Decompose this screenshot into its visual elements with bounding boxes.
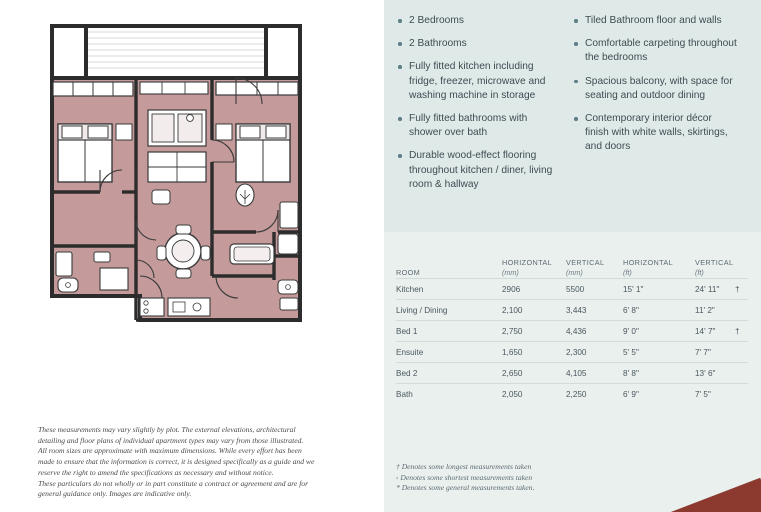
cell-room: Living / Dining [396,300,502,321]
disclaimer-line: general guidance only. Images are indicative only. [38,489,192,499]
feature-item [396,112,562,140]
cell-horizontal-ft: 9' 0" [623,321,695,342]
bullet-icon [574,42,578,46]
cell-horizontal-mm: 2,650 [502,363,566,384]
cell-horizontal-mm: 1,650 [502,342,566,363]
features-list [396,14,752,224]
cell-room: Bath [396,384,502,405]
cell-horizontal-ft: 5' 5" [623,342,695,363]
feature-text: Tiled Bathroom floor and walls [585,15,722,26]
table-row [396,363,748,384]
cell-flag [735,342,748,363]
column-header-horizontal-mm [502,258,566,279]
cell-flag [735,384,748,405]
cell-horizontal-ft: 8' 8" [623,363,695,384]
bullet-icon [398,42,402,46]
cell-horizontal-ft: 6' 8" [623,300,695,321]
table-row [396,342,748,363]
column-header-vertical-mm [566,258,623,279]
room-dimensions-table [396,258,748,404]
column-header-vertical-ft [695,258,735,279]
ribbon-red-band [581,478,761,512]
header-unit: (mm) [566,268,583,277]
disclaimer-line: These measurements may vary slightly by plot. The external elevations, architectural [38,425,296,434]
cell-horizontal-mm: 2906 [502,279,566,300]
column-header-horizontal-ft [623,258,695,279]
bullet-icon [574,117,578,121]
cell-vertical-mm: 3,443 [566,300,623,321]
cell-vertical-mm: 2,250 [566,384,623,405]
cell-vertical-ft: 7' 5" [695,384,735,405]
cell-horizontal-mm: 2,750 [502,321,566,342]
feature-item [396,149,562,192]
footnote: ‹ Denotes some shortest measurements taken [396,472,533,482]
bullet-icon [398,154,402,158]
feature-text: Comfortable carpeting throughout the bedrooms [585,38,737,64]
feature-text: Fully fitted kitchen including fridge, freezer, microwave and washing machine in storage [409,61,546,101]
table-row [396,300,748,321]
cell-horizontal-mm: 2,050 [502,384,566,405]
cell-vertical-mm: 5500 [566,279,623,300]
feature-item [572,37,738,65]
header-label: HORIZONTAL [623,258,673,267]
table-row [396,384,748,405]
footnote: † Denotes some longest measurements taken [396,462,532,471]
bullet-icon [574,19,578,23]
cell-horizontal-mm: 2,100 [502,300,566,321]
table-header-row [396,258,748,279]
feature-text: 2 Bedrooms [409,15,464,26]
feature-text: Contemporary interior décor finish with white walls, skirtings, and doors [585,113,728,153]
features-column-right [572,14,738,224]
header-label: VERTICAL [566,258,605,267]
features-column-left [396,14,562,224]
cell-vertical-ft: 14' 7" [695,321,735,342]
corner-ribbon-decoration [581,426,761,512]
cell-vertical-ft: 11' 2" [695,300,735,321]
cell-room: Kitchen [396,279,502,300]
cell-room: Bed 1 [396,321,502,342]
column-header-room [396,258,502,279]
feature-item [572,75,738,103]
cell-vertical-ft: 24' 11" [695,279,735,300]
cell-room: Ensuite [396,342,502,363]
feature-text: Durable wood-effect flooring throughout kitchen / diner, living room & hallway [409,150,553,190]
table-row [396,279,748,300]
feature-item [396,60,562,103]
disclaimer-line: reserve the right to amend the specifications as necessary and without notice. [38,467,274,477]
cell-vertical-ft: 13' 6" [695,363,735,384]
header-unit: (ft) [623,268,632,277]
feature-text: 2 Bathrooms [409,38,467,50]
cell-flag [735,300,748,321]
cell-vertical-mm: 2,300 [566,342,623,363]
cell-horizontal-ft: 15' 1" [623,279,695,300]
cell-flag: † [735,279,748,300]
bullet-icon [398,19,402,23]
floor-plan [40,20,340,345]
feature-text: Fully fitted bathrooms with shower over bath [409,113,528,139]
footnote: * Denotes some general measurements taken. [396,483,535,493]
feature-item [396,37,562,51]
feature-item [572,14,738,28]
disclaimer-line: All room sizes are approximate with maximum dimensions. While every effort has been [38,446,302,456]
bullet-icon [398,65,402,69]
feature-item [572,112,738,155]
disclaimer-line: detailing and floor plans of individual apartment types may vary from those illustrated. [38,435,304,445]
feature-item [396,14,562,28]
cell-horizontal-ft: 6' 9" [623,384,695,405]
table-row [396,321,748,342]
disclaimer-line: made to ensure that the information is correct, it is designed specifically as a guide and we [38,457,315,467]
feature-text: Spacious balcony, with space for seating and outdoor dining [585,75,733,101]
header-unit: (ft) [695,268,704,277]
header-label: VERTICAL [695,258,734,267]
cell-vertical-ft: 7' 7" [695,342,735,363]
header-label: HORIZONTAL [502,258,552,267]
cell-vertical-mm: 4,436 [566,321,623,342]
disclaimer-line: These particulars do not wholly or in part constitute a contract or agreement and are for [38,478,309,488]
header-unit: (mm) [502,268,519,277]
cell-vertical-mm: 4,105 [566,363,623,384]
cell-flag: † [735,321,748,342]
bullet-icon [574,80,578,84]
column-header-flag [735,258,748,279]
bullet-icon [398,117,402,121]
cell-flag [735,363,748,384]
header-label: ROOM [396,268,421,277]
plan-disclaimer [38,425,368,500]
cell-room: Bed 2 [396,363,502,384]
